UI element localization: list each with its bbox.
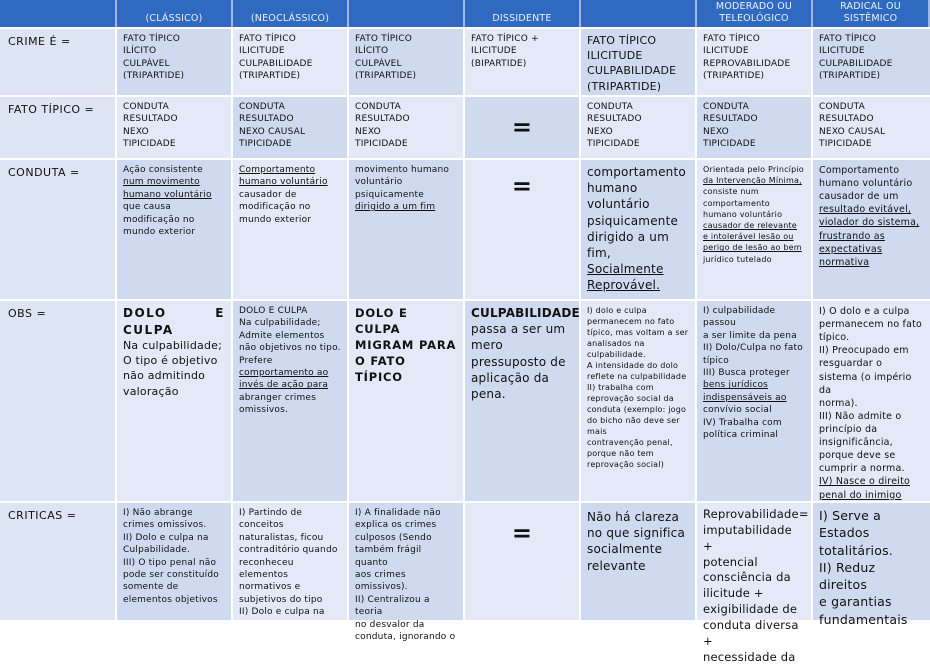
obs-cell-5: [581, 301, 697, 501]
text-line: CULPÁVEL: [355, 58, 402, 69]
text-line: socialmente: [587, 542, 663, 557]
text-line: reprovação social): [587, 460, 665, 470]
text-line: humano voluntário: [239, 177, 328, 188]
text-line: TIPICIDADE: [239, 139, 292, 150]
text-line: CONDUTA: [355, 102, 401, 112]
conduta-cell-6: [697, 160, 813, 299]
text-line: abranger crimes: [239, 392, 317, 403]
text-line: II) Dolo e culpa na: [239, 607, 325, 618]
text-line: causador de: [239, 189, 297, 200]
text-line: elementos: [239, 570, 289, 581]
text-line: do bicho não deve ser: [587, 416, 680, 426]
row-label-fato-tipico: FATO TÍPICO =: [0, 97, 117, 158]
text-line: no desvalor da: [355, 619, 425, 630]
row-fato-tipico: [0, 97, 930, 158]
text-line: causador de um: [819, 191, 899, 203]
header-cell-3: [349, 0, 465, 27]
header-cell-dissidente: DISSIDENTE: [465, 0, 581, 27]
header-cell-neoclassico: (NEOCLÁSSICO): [233, 0, 349, 27]
text-line: pressuposto de: [471, 354, 566, 369]
text-line: subjetivos do tipo: [239, 594, 323, 605]
row-label-conduta: CONDUTA =: [0, 160, 117, 299]
text-line: I) dolo e culpa: [587, 306, 647, 315]
text-line: RESULTADO: [239, 114, 294, 125]
text-line: conduta (exemplo: jogo: [587, 405, 687, 415]
text-line: porque deve se: [819, 450, 896, 462]
text-line: ILICITUDE: [703, 46, 749, 57]
text-line: A intensidade do dolo: [587, 361, 679, 371]
text-line: Comportamento: [239, 165, 316, 175]
fato-tipico-cell-4-equals: =: [465, 97, 581, 158]
text-line: I) Não abrange: [123, 508, 193, 518]
text-line: REPROVABILIDADE: [703, 58, 791, 69]
text-line: fim,: [587, 245, 611, 260]
text-line: típico: [703, 355, 729, 366]
text-line: normativa: [819, 256, 870, 268]
text-line: modificação no: [239, 202, 311, 213]
text-line: II) Reduz direitos: [819, 559, 876, 592]
text-line: permanecem no fato: [587, 317, 675, 327]
text-line: jurídico tutelado: [703, 254, 772, 264]
text-line: reprovação social da: [587, 394, 674, 404]
conduta-cell-7: [813, 160, 930, 299]
text-line: TIPICIDADE: [703, 139, 756, 150]
crime-cell-2: [233, 29, 349, 95]
text-line: conduta, ignorando o: [355, 632, 456, 643]
text-line: CONDUTA: [239, 102, 285, 112]
text-line: norma).: [819, 397, 858, 409]
text-line: ILICITUDE: [587, 49, 643, 63]
text-line: e garantias: [819, 594, 892, 610]
criticas-cell-1: [117, 503, 233, 620]
text-line: Estados: [819, 525, 870, 541]
header-row: [0, 0, 930, 27]
text-line: porque não tem: [587, 449, 654, 459]
crime-cell-3: [349, 29, 465, 95]
text-line: não admitindo: [123, 369, 206, 383]
text-line: IV) Trabalha com: [703, 417, 782, 428]
text-line: III) Não admite o: [819, 410, 902, 422]
fato-tipico-cell-1: [117, 97, 233, 158]
crime-cell-4: [465, 29, 581, 95]
row-crime: [0, 29, 930, 95]
row-criticas: [0, 503, 930, 664]
text-line: Prefere: [239, 355, 273, 366]
text-line: princípio da: [819, 423, 878, 435]
text-line: III) O tipo penal não: [123, 557, 217, 568]
text-line: mundo exterior: [123, 227, 196, 238]
text-line: causador de relevante: [703, 220, 797, 230]
text-line: Admite elementos: [239, 330, 325, 341]
text-line: sistema (o império da: [819, 371, 912, 396]
fato-tipico-cell-5: [581, 97, 697, 158]
header-cell-5: [581, 0, 697, 27]
text-line: FATO TÍPICO: [703, 34, 761, 44]
crime-cell-5: [581, 29, 697, 95]
conduta-cell-3: [349, 160, 465, 299]
obs-cell-7: [813, 301, 930, 501]
text-line: reconheceu: [239, 557, 294, 568]
text-line: RESULTADO: [355, 114, 410, 125]
text-line: CONDUTA: [123, 102, 169, 112]
text-line: II) trabalha com: [587, 383, 654, 393]
text-line: pode ser constituído: [123, 570, 219, 581]
text-line: modificação no: [123, 214, 195, 225]
text-line: perigo de lesão ao bem: [703, 243, 802, 253]
text-line: comportamento ao: [239, 368, 329, 379]
criticas-cell-6: [697, 503, 813, 664]
text-line: cumprir a norma.: [819, 463, 905, 475]
text-line: TIPICIDADE: [587, 139, 640, 150]
text-line: CONDUTA: [819, 102, 865, 112]
text-line: invés de ação para: [239, 380, 329, 391]
text-line: comportamento: [587, 165, 686, 179]
text-line: NEXO: [703, 126, 729, 137]
text-line: crimes omissivos.: [123, 520, 207, 531]
text-line: humano voluntário: [123, 189, 212, 200]
text-line: NEXO CAUSAL: [239, 126, 306, 137]
text-line: FATO TÍPICO +: [471, 34, 539, 44]
text-line: humano voluntário: [703, 209, 783, 219]
text-line: naturalistas, ficou: [239, 532, 324, 543]
text-line: exigibilidade de: [703, 602, 798, 617]
criticas-cell-2: [233, 503, 349, 620]
text-line: convívio social: [703, 405, 772, 416]
text-line: movimento humano: [355, 165, 450, 175]
text-line: conceitos: [239, 520, 284, 531]
fato-tipico-cell-3: [349, 97, 465, 158]
text-line: típico.: [819, 332, 850, 344]
text-line: Não há clareza: [587, 510, 680, 524]
text-line: DOLO E CULPA: [239, 306, 308, 316]
obs-cell-1: [117, 301, 233, 501]
text-line: FATO TÍPICO: [587, 34, 657, 47]
fato-tipico-cell-7: [813, 97, 930, 158]
text-line: NEXO: [587, 126, 613, 137]
text-line: aplicação da: [471, 370, 550, 385]
text-line: RESULTADO: [703, 114, 758, 125]
fato-tipico-cell-6: [697, 97, 813, 158]
text-line: que causa: [123, 202, 171, 213]
criticas-cell-3: [349, 503, 465, 643]
text-line: somente de: [123, 582, 179, 593]
text-line: consiste num: [703, 187, 759, 197]
text-line: potencial: [703, 554, 758, 569]
conduta-cell-5: [581, 160, 697, 299]
header-cell-classico: (CLÁSSICO): [117, 0, 233, 27]
text-line: não objetivos no tipo.: [239, 343, 341, 354]
text-line: normativos e: [239, 582, 301, 593]
text-line: ILÍCITO: [123, 46, 157, 57]
text-line: passa a ser um: [471, 322, 566, 337]
text-line: CULPÁVEL: [123, 58, 170, 69]
text-line: I) Partindo de: [239, 508, 303, 518]
text-line: (TRIPARTIDE): [703, 71, 765, 82]
text-line: NEXO: [123, 126, 149, 137]
text-line: humano: [587, 181, 638, 196]
text-line: pena.: [471, 386, 506, 401]
crime-cell-7: [813, 29, 930, 95]
text-line: FATO TÍPICO: [123, 34, 181, 44]
text-line: imputabilidade +: [703, 522, 792, 553]
text-line: ilicitude +: [703, 586, 764, 601]
text-line: II) Dolo/Culpa no fato: [703, 343, 803, 354]
header-cell-0: [0, 0, 117, 27]
text-line: fundamentais: [819, 611, 908, 627]
text-line: ILÍCITO: [355, 46, 389, 57]
text-line: CONDUTA: [587, 102, 633, 112]
text-line: MIGRAM PARA: [355, 338, 457, 353]
text-line: contravenção penal,: [587, 438, 673, 448]
row-label-criticas: CRITICAS =: [0, 503, 117, 620]
obs-cell-2: [233, 301, 349, 501]
text-line: ILICITUDE: [239, 46, 285, 57]
text-line: mundo exterior: [239, 214, 312, 225]
criticas-cell-7: [813, 503, 930, 627]
text-line: II) Centralizou a teoria: [355, 594, 430, 618]
text-line: O FATO TÍPICO: [355, 354, 406, 385]
text-line: da Intervenção Mínima,: [703, 176, 802, 186]
row-conduta: [0, 160, 930, 299]
text-line: II) Preocupado em: [819, 345, 909, 357]
text-line: Socialmente: [587, 262, 664, 277]
text-line: explica os crimes: [355, 520, 437, 531]
header-cell-moderado: MODERADO OU TELEOLÓGICO: [697, 0, 813, 27]
text-line: omissivos).: [355, 582, 408, 593]
text-line: Reprovabilidade=: [703, 507, 809, 521]
text-line: permanecem no fato: [819, 319, 923, 331]
text-line: omissivos.: [239, 405, 289, 416]
criticas-cell-4-equals: =: [465, 503, 581, 620]
text-line: Orientada pelo Princípio: [703, 165, 804, 174]
obs-cell-3: [349, 301, 465, 501]
text-line: (TRIPARTIDE): [239, 71, 301, 82]
text-line: mero: [471, 338, 503, 353]
text-line: também frágil quanto: [355, 545, 422, 568]
text-line: e intolerável lesão ou: [703, 232, 794, 242]
text-line: num movimento: [123, 177, 200, 188]
crime-cell-6: [697, 29, 813, 95]
text-line: dirigido a um fim: [355, 202, 436, 213]
text-line: I) A finalidade não: [355, 508, 441, 518]
text-line: indispensáveis ao: [703, 392, 787, 403]
text-line: dirigido a um: [587, 229, 670, 244]
text-line: insignificância,: [819, 437, 893, 449]
text-line: I) culpabilidade passou: [703, 306, 776, 329]
text-line: psiquicamente: [355, 189, 424, 200]
text-line: CULPABILIDADE: [471, 306, 580, 320]
conduta-cell-2: [233, 160, 349, 299]
text-line: valoração: [123, 384, 179, 398]
text-line: (TRIPARTIDE): [819, 71, 881, 82]
text-line: no que significa: [587, 526, 686, 541]
text-line: TIPICIDADE: [819, 139, 872, 150]
text-line: CULPABILIDADE: [587, 64, 677, 78]
text-line: Ação consistente: [123, 165, 203, 175]
text-line: IV) Nasce o direito: [819, 476, 911, 488]
text-line: ILICITUDE: [819, 46, 865, 57]
text-line: resultado evitável,: [819, 204, 912, 216]
text-line: II) Dolo e culpa na: [123, 532, 209, 543]
conduta-cell-4-equals: =: [465, 160, 581, 299]
text-line: (TRIPARTIDE): [123, 71, 185, 82]
text-line: culpabilidade.: [587, 350, 646, 360]
header-cell-radical: RADICAL OU SISTÊMICO: [813, 0, 930, 27]
text-line: humano voluntário: [819, 178, 913, 190]
obs-cell-6: [697, 301, 813, 501]
text-line: RESULTADO: [587, 114, 642, 125]
text-line: relevante: [587, 558, 646, 573]
text-line: NEXO: [355, 126, 381, 137]
text-line: Reprovável.: [587, 278, 661, 293]
criticas-cell-5: [581, 503, 697, 620]
text-line: resguardar o: [819, 358, 883, 370]
text-line: I) Serve a: [819, 508, 882, 523]
text-line: frustrando as: [819, 230, 885, 242]
text-line: CULPABILIDADE: [819, 58, 893, 69]
text-line: analisados na: [587, 339, 645, 349]
text-line: violador do sistema,: [819, 217, 920, 229]
text-line: comportamento: [703, 198, 770, 208]
text-line: DOLO E CULPA: [355, 306, 408, 337]
text-line: CULPABILIDADE: [239, 58, 313, 69]
text-line: elementos objetivos: [123, 594, 218, 605]
text-line: TIPICIDADE: [123, 139, 176, 150]
text-line: (BIPARTIDE): [471, 58, 527, 69]
text-line: NEXO CAUSAL: [819, 126, 886, 137]
text-line: RESULTADO: [123, 114, 178, 125]
text-line: necessidade da: [703, 649, 796, 664]
conduta-cell-1: [117, 160, 233, 299]
text-line: Na culpabilidade;: [123, 339, 222, 353]
text-line: FATO TÍPICO: [819, 34, 877, 44]
text-line: bens jurídicos: [703, 380, 769, 391]
text-line: ILICITUDE: [471, 46, 517, 57]
text-line: FATO TÍPICO: [239, 34, 297, 44]
text-line: (TRIPARTIDE): [587, 79, 662, 93]
text-line: O tipo é objetivo: [123, 354, 218, 368]
text-line: CONDUTA: [703, 102, 749, 112]
row-label-crime: CRIME É =: [0, 29, 117, 95]
text-line: mais: [587, 427, 607, 437]
text-line: Culpabilidade.: [123, 545, 191, 556]
text-line: contraditório quando: [239, 545, 338, 556]
text-line: III) Busca proteger: [703, 368, 790, 379]
text-line: I) O dolo e a culpa: [819, 306, 910, 317]
text-line: expectativas: [819, 243, 883, 255]
obs-cell-4: [465, 301, 581, 501]
text-line: voluntário: [355, 177, 403, 188]
text-line: RESULTADO: [819, 114, 874, 125]
text-line: a ser limite da pena: [703, 330, 797, 341]
text-line: Comportamento: [819, 165, 900, 176]
text-line: totalitários.: [819, 542, 893, 558]
text-line: (TRIPARTIDE): [355, 71, 417, 82]
text-line: penal do inimigo: [819, 489, 902, 501]
text-line: psiquicamente: [587, 213, 679, 228]
row-obs: [0, 301, 930, 501]
text-line: política criminal: [703, 430, 779, 441]
fato-tipico-cell-2: [233, 97, 349, 158]
text-line: consciência da: [703, 570, 791, 585]
text-line: voluntário: [587, 197, 650, 212]
text-line: reflete na culpabilidade: [587, 372, 687, 382]
text-line: FATO TÍPICO: [355, 34, 413, 44]
text-line: Na culpabilidade;: [239, 318, 321, 329]
row-label-obs: OBS =: [0, 301, 117, 501]
text-line: típico, mas voltam a ser: [587, 328, 689, 338]
text-line: conduta diversa +: [703, 618, 799, 648]
crime-cell-1: [117, 29, 233, 95]
text-line: culposos (Sendo: [355, 532, 432, 543]
text-line: TIPICIDADE: [355, 139, 408, 150]
text-line: aos crimes: [355, 570, 406, 581]
text-line: DOLO E CULPA: [123, 306, 225, 337]
